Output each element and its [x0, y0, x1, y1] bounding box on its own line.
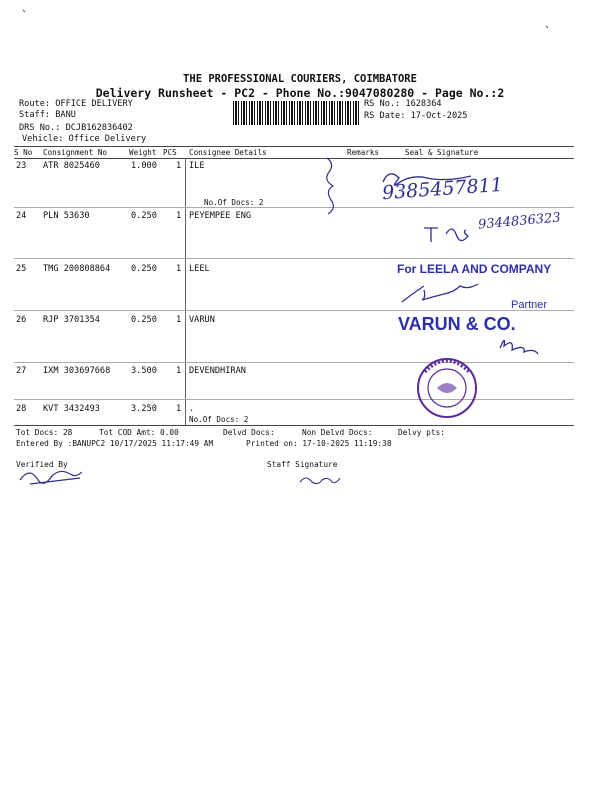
row-sno: 24 [16, 211, 27, 221]
col-sno: S No [14, 148, 33, 157]
row-pcs: 1 [176, 366, 182, 376]
row-docs: No.Of Docs: 2 [189, 415, 249, 424]
row-consignee: ILE [189, 161, 205, 171]
row-sno: 23 [16, 161, 27, 171]
printed-on: Printed on: 17-10-2025 11:19:38 [246, 439, 392, 448]
total-cod: Tot COD Amt: 0.00 [99, 428, 179, 437]
row-pcs: 1 [176, 211, 182, 221]
delivery-points: Delvy pts: [398, 428, 445, 437]
entered-by: Entered By :BANUPC2 10/17/2025 11:17:49 AM [16, 439, 214, 448]
total-docs: Tot Docs: 28 [16, 428, 73, 437]
drs-number: DRS No.: DCJB162836402 [19, 123, 133, 133]
varun-company-stamp: VARUN & CO. [398, 314, 516, 334]
row-consignment: RJP 3701354 [43, 315, 100, 325]
row-sno: 28 [16, 404, 27, 414]
signature-row24 [424, 228, 468, 242]
row-consignment: IXM 303697668 [43, 366, 111, 376]
staff-signature-label: Staff Signature [267, 460, 338, 469]
non-delivered-docs: Non Delvd Docs: [302, 428, 373, 437]
verified-by-signature [20, 471, 82, 484]
runsheet-title: Delivery Runsheet - PC2 - Phone No.:9047080280 - Page No.:2 [95, 86, 505, 100]
handwritten-phone-1: 9385457811 [381, 173, 504, 205]
row-weight: 1.000 [131, 161, 157, 171]
staff-label: Staff: BANU [19, 110, 76, 120]
vehicle-label: Vehicle: Office Delivery [22, 134, 147, 144]
row-consignee: PEYEMPEE ENG [189, 211, 252, 221]
row-consignee: DEVENDHIRAN [189, 366, 246, 376]
col-weight: Weight [129, 148, 157, 157]
partner-stamp: Partner [511, 299, 548, 311]
col-consignee: Consignee Details [189, 148, 267, 157]
staff-signature [300, 478, 340, 484]
row-sno: 25 [16, 264, 27, 274]
row-pcs: 1 [176, 264, 182, 274]
row-consignee: . [189, 404, 195, 414]
signature-row25 [402, 284, 478, 302]
row-pcs: 1 [176, 161, 182, 171]
route-label: Route: OFFICE DELIVERY [19, 99, 133, 109]
col-remarks: Remarks [347, 148, 380, 157]
col-pcs: PCS [163, 148, 177, 157]
row-consignment: ATR 8025460 [43, 161, 100, 171]
corner-mark [546, 26, 548, 28]
row-pcs: 1 [176, 404, 182, 414]
row-pcs: 1 [176, 315, 182, 325]
leela-company-stamp: For LEELA AND COMPANY [397, 262, 552, 276]
row-weight: 0.250 [131, 264, 157, 274]
row-consignee: VARUN [189, 315, 215, 325]
row-weight: 3.500 [131, 366, 157, 376]
rs-number: RS No.: 1628364 [364, 99, 442, 109]
row-weight: 0.250 [131, 315, 157, 325]
col-consignment: Consignment No [43, 148, 108, 157]
row-sno: 26 [16, 315, 27, 325]
seal-emblem-icon [437, 383, 457, 393]
brace-mark [327, 158, 334, 214]
signature-row26 [500, 340, 538, 354]
row-consignment: PLN 53630 [43, 211, 90, 221]
row-sno: 27 [16, 366, 27, 376]
row-weight: 3.250 [131, 404, 157, 414]
row-docs: No.Of Docs: 2 [204, 198, 264, 207]
row-consignment: TMG 200808864 [43, 264, 111, 274]
row-weight: 0.250 [131, 211, 157, 221]
row-consignment: KVT 3432493 [43, 404, 100, 414]
verified-by-label: Verified By [16, 460, 68, 469]
handwritten-phone-2: 9344836323 [477, 210, 562, 233]
col-seal: Seal & Signature [405, 148, 479, 157]
delivered-docs: Delvd Docs: [223, 428, 275, 437]
row-consignee: LEEL [189, 264, 210, 274]
corner-mark [23, 10, 25, 12]
signature-row23 [383, 174, 471, 185]
company-name: THE PROFESSIONAL COURIERS, COIMBATORE [183, 73, 417, 85]
rs-date: RS Date: 17-Oct-2025 [364, 111, 468, 121]
